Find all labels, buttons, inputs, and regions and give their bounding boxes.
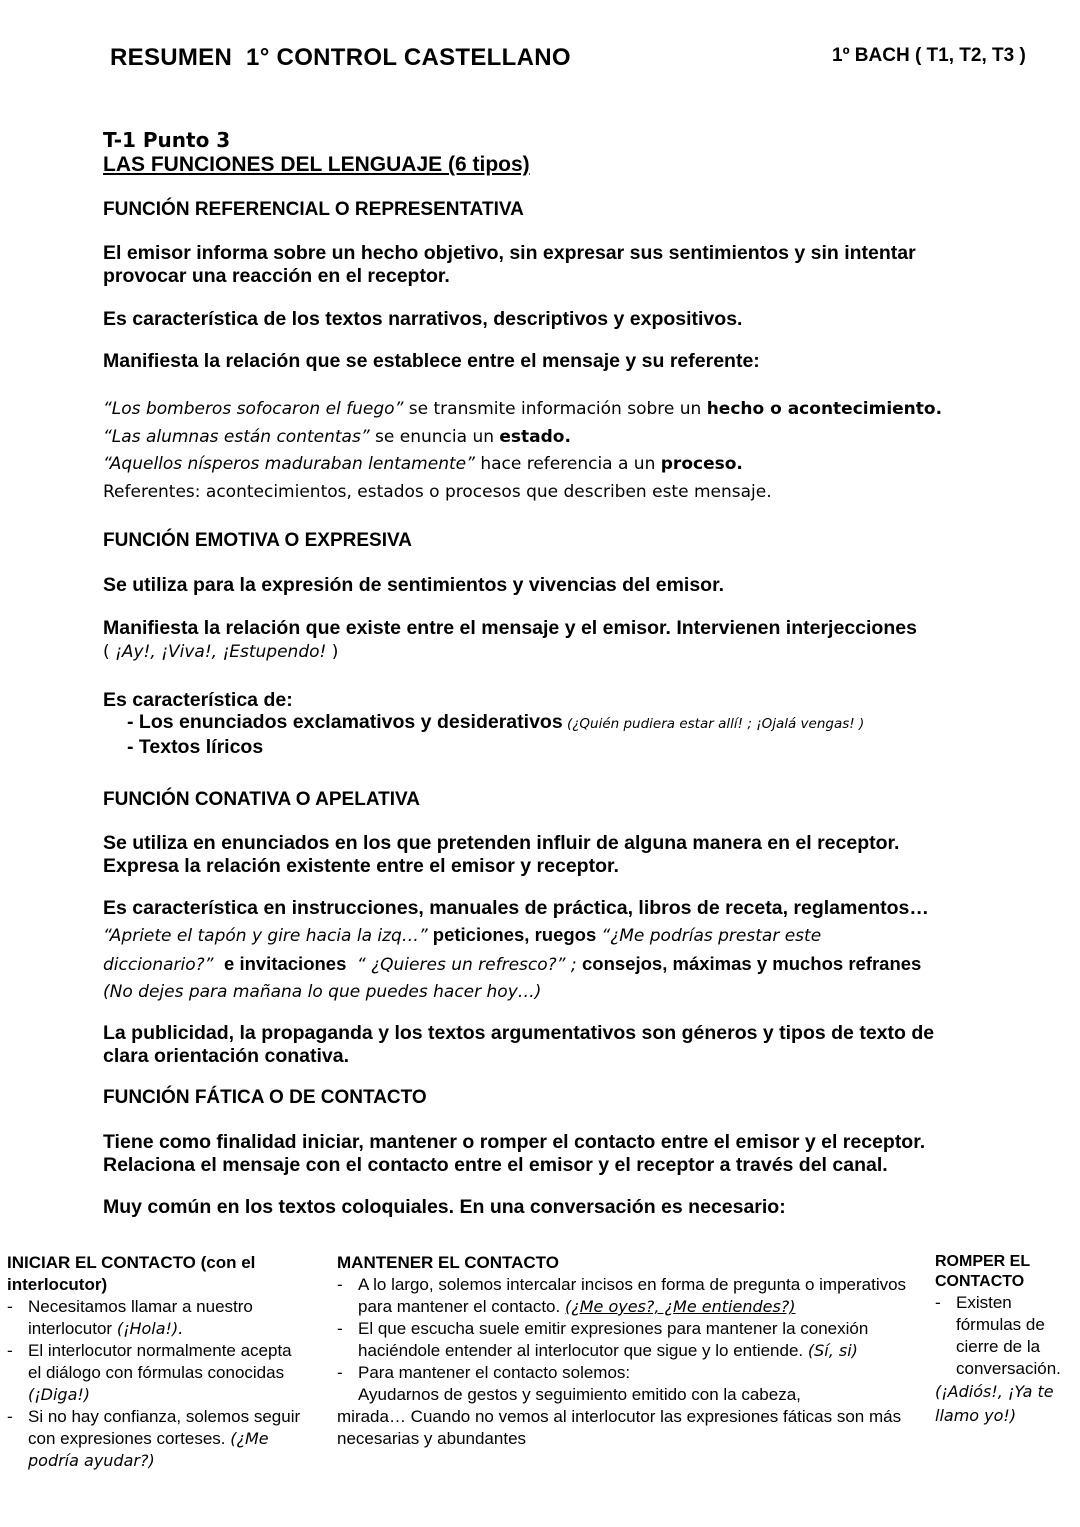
item-example: (Sí, si) [807, 1341, 858, 1360]
emotiva-item-1-text: - Los enunciados exclamativos y desiderativos [127, 711, 563, 733]
example-bold: peticiones, ruegos [427, 924, 602, 945]
romper-heading-line2: CONTACTO [935, 1273, 1025, 1290]
column-mantener [337, 1252, 912, 1450]
example-quote: diccionario?” [103, 955, 219, 975]
conativa-examples [103, 921, 1063, 1006]
item-text: A lo largo, solemos intercalar incisos en forma de pregunta o imperativos para mantener el contacto. [358, 1275, 907, 1316]
example-quote: “¿Me podrías prestar este [601, 926, 822, 946]
fatica-paragraph-1 [103, 1131, 1043, 1177]
fatica-p1-line2: Relaciona el mensaje con el contacto entre el emisor y el receptor a través del canal. [103, 1154, 888, 1176]
emotiva-paragraph-3: Es característica de: [103, 689, 293, 711]
fatica-p1-line1: Tiene como finalidad iniciar, mantener o romper el contacto entre el emisor y el receptor. [103, 1131, 926, 1153]
conativa-p1-line1: Se utiliza en enunciados en los que pretenden influir de alguna manera en el receptor. [103, 832, 900, 854]
romper-example: (¡Adiós!, ¡Ya te llamo yo!) [935, 1382, 1054, 1425]
example-quote: “Aquellos nísperos maduraban lentamente” [103, 454, 475, 474]
item-example: (¿Me oyes?, ¿Me entiendes?) [564, 1297, 796, 1316]
referencial-paragraph-1 [103, 242, 1003, 288]
example-bold: e invitaciones [218, 953, 352, 974]
romper-heading-line1: ROMPER EL [935, 1253, 1031, 1270]
fatica-paragraph-2: Muy común en los textos coloquiales. En una conversación es necesario: [103, 1196, 786, 1218]
list-item [337, 1318, 912, 1362]
section-label: T-1 Punto 3 [103, 128, 231, 152]
romper-list [935, 1292, 1075, 1380]
example-text: hace referencia a un [474, 454, 661, 474]
conativa-example-line-3: (No dejes para mañana lo que puedes hacer hoy…) [103, 982, 542, 1002]
emotiva-paragraph-2: Manifiesta la relación que existe entre el mensaje y el emisor. Intervienen interjecciones [103, 617, 917, 639]
paren-close: ) [326, 642, 339, 662]
emotiva-paragraph-1: Se utiliza para la expresión de sentimientos y vivencias del emisor. [103, 574, 725, 596]
conativa-p1-line2: Expresa la relación existente entre el emisor y receptor. [103, 855, 619, 877]
example-quote: “Las alumnas están contentas” [103, 426, 370, 447]
referencial-paragraph-2: Es característica de los textos narrativos, descriptivos y expositivos. [103, 308, 743, 330]
conativa-p3-line1: La publicidad, la propaganda y los textos argumentativos son géneros y tipos de texto de [103, 1022, 935, 1044]
iniciar-heading [7, 1252, 307, 1296]
list-item [337, 1362, 912, 1406]
example-text: se enuncia un [369, 426, 500, 447]
item-example: (¡Diga!) [28, 1385, 91, 1404]
item-example: (¿Me podría ayudar?) [28, 1429, 269, 1470]
item-text: El interlocutor normalmente acepta el diálogo con fórmulas conocidas [28, 1341, 292, 1382]
conativa-example-line-2 [103, 950, 1063, 979]
list-item [337, 1274, 912, 1318]
referencial-examples [103, 396, 1053, 506]
referencial-p1-line2: provocar una reacción en el receptor. [103, 265, 450, 287]
example-bold: proceso. [660, 454, 743, 474]
paren-open: ( [103, 642, 116, 662]
section-title: LAS FUNCIONES DEL LENGUAJE (6 tipos) [103, 153, 530, 176]
example-quote: “ ¿Quieres un refresco?” ; [351, 955, 583, 975]
example-line-4: Referentes: acontecimientos, estados o procesos que describen este mensaje. [103, 481, 772, 502]
emotiva-interjections [103, 642, 338, 662]
example-bold: hecho o acontecimiento. [706, 399, 943, 419]
example-bold: estado. [499, 426, 571, 447]
item-text: Existen fórmulas de cierre de la conversación. [956, 1293, 1061, 1378]
conativa-heading: FUNCIÓN CONATIVA O APELATIVA [103, 789, 421, 810]
page-title: RESUMEN 1° CONTROL CASTELLANO [110, 44, 571, 71]
conativa-paragraph-3 [103, 1022, 1023, 1068]
list-item [7, 1406, 307, 1472]
course-label: 1º BACH ( T1, T2, T3 ) [832, 45, 1026, 66]
referencial-heading: FUNCIÓN REFERENCIAL O REPRESENTATIVA [103, 199, 524, 220]
emotiva-item-1-example: (¿Quién pudiera estar allí! ; ¡Ojalá vengas! ) [562, 716, 865, 732]
column-romper [935, 1252, 1075, 1428]
conativa-p3-line2: clara orientación conativa. [103, 1045, 350, 1067]
example-text: se transmite información sobre un [403, 399, 707, 419]
mantener-heading: MANTENER EL CONTACTO [337, 1253, 559, 1272]
example-bold: consejos, máximas y muchos refranes [582, 953, 922, 974]
column-iniciar [7, 1252, 307, 1472]
emotiva-heading: FUNCIÓN EMOTIVA O EXPRESIVA [103, 530, 412, 551]
emotiva-item-2: - Textos líricos [127, 736, 264, 758]
example-line-1 [103, 396, 1053, 424]
item-example: (¡Hola!). [116, 1319, 184, 1338]
interjections-example: ¡Ay!, ¡Viva!, ¡Estupendo! [115, 642, 327, 662]
example-line-2 [103, 424, 1053, 452]
list-item [935, 1292, 1075, 1380]
fatica-heading: FUNCIÓN FÁTICA O DE CONTACTO [103, 1087, 427, 1108]
mantener-list [337, 1274, 912, 1406]
conativa-example-line-1 [103, 921, 1063, 950]
item-text: El que escucha suele emitir expresiones para mantener la conexión haciéndole entender al interlocutor que sigue y lo entiende. [358, 1319, 869, 1360]
iniciar-heading-line2: interlocutor) [7, 1275, 108, 1294]
item-text: Si no hay confianza, solemos seguir con expresiones corteses. [28, 1407, 301, 1448]
iniciar-list [7, 1296, 307, 1472]
item-text: Ayudarnos de gestos y seguimiento emitido con la cabeza, [358, 1385, 801, 1404]
romper-heading [935, 1252, 1075, 1292]
emotiva-item-1 [127, 711, 864, 736]
list-item [7, 1296, 307, 1340]
item-text: Necesitamos llamar a nuestro interlocutor [28, 1297, 253, 1338]
example-quote: “Los bomberos sofocaron el fuego” [103, 399, 404, 419]
example-quote: “Apriete el tapón y gire hacia la izq…” [103, 926, 428, 946]
referencial-p1-line1: El emisor informa sobre un hecho objetivo, sin expresar sus sentimientos y sin intentar [103, 242, 916, 264]
iniciar-heading-line1: INICIAR EL CONTACTO (con el [7, 1253, 256, 1272]
mantener-tail: mirada… Cuando no vemos al interlocutor las expresiones fáticas son más necesarias y abundantes [337, 1407, 902, 1448]
conativa-paragraph-2: Es característica en instrucciones, manuales de práctica, libros de receta, reglamentos… [103, 897, 929, 919]
list-item [7, 1340, 307, 1406]
item-text: - Para mantener el contacto solemos: [358, 1363, 631, 1382]
referencial-paragraph-3: Manifiesta la relación que se establece entre el mensaje y su referente: [103, 350, 760, 372]
example-line-3 [103, 451, 1053, 479]
conativa-paragraph-1 [103, 832, 1023, 878]
